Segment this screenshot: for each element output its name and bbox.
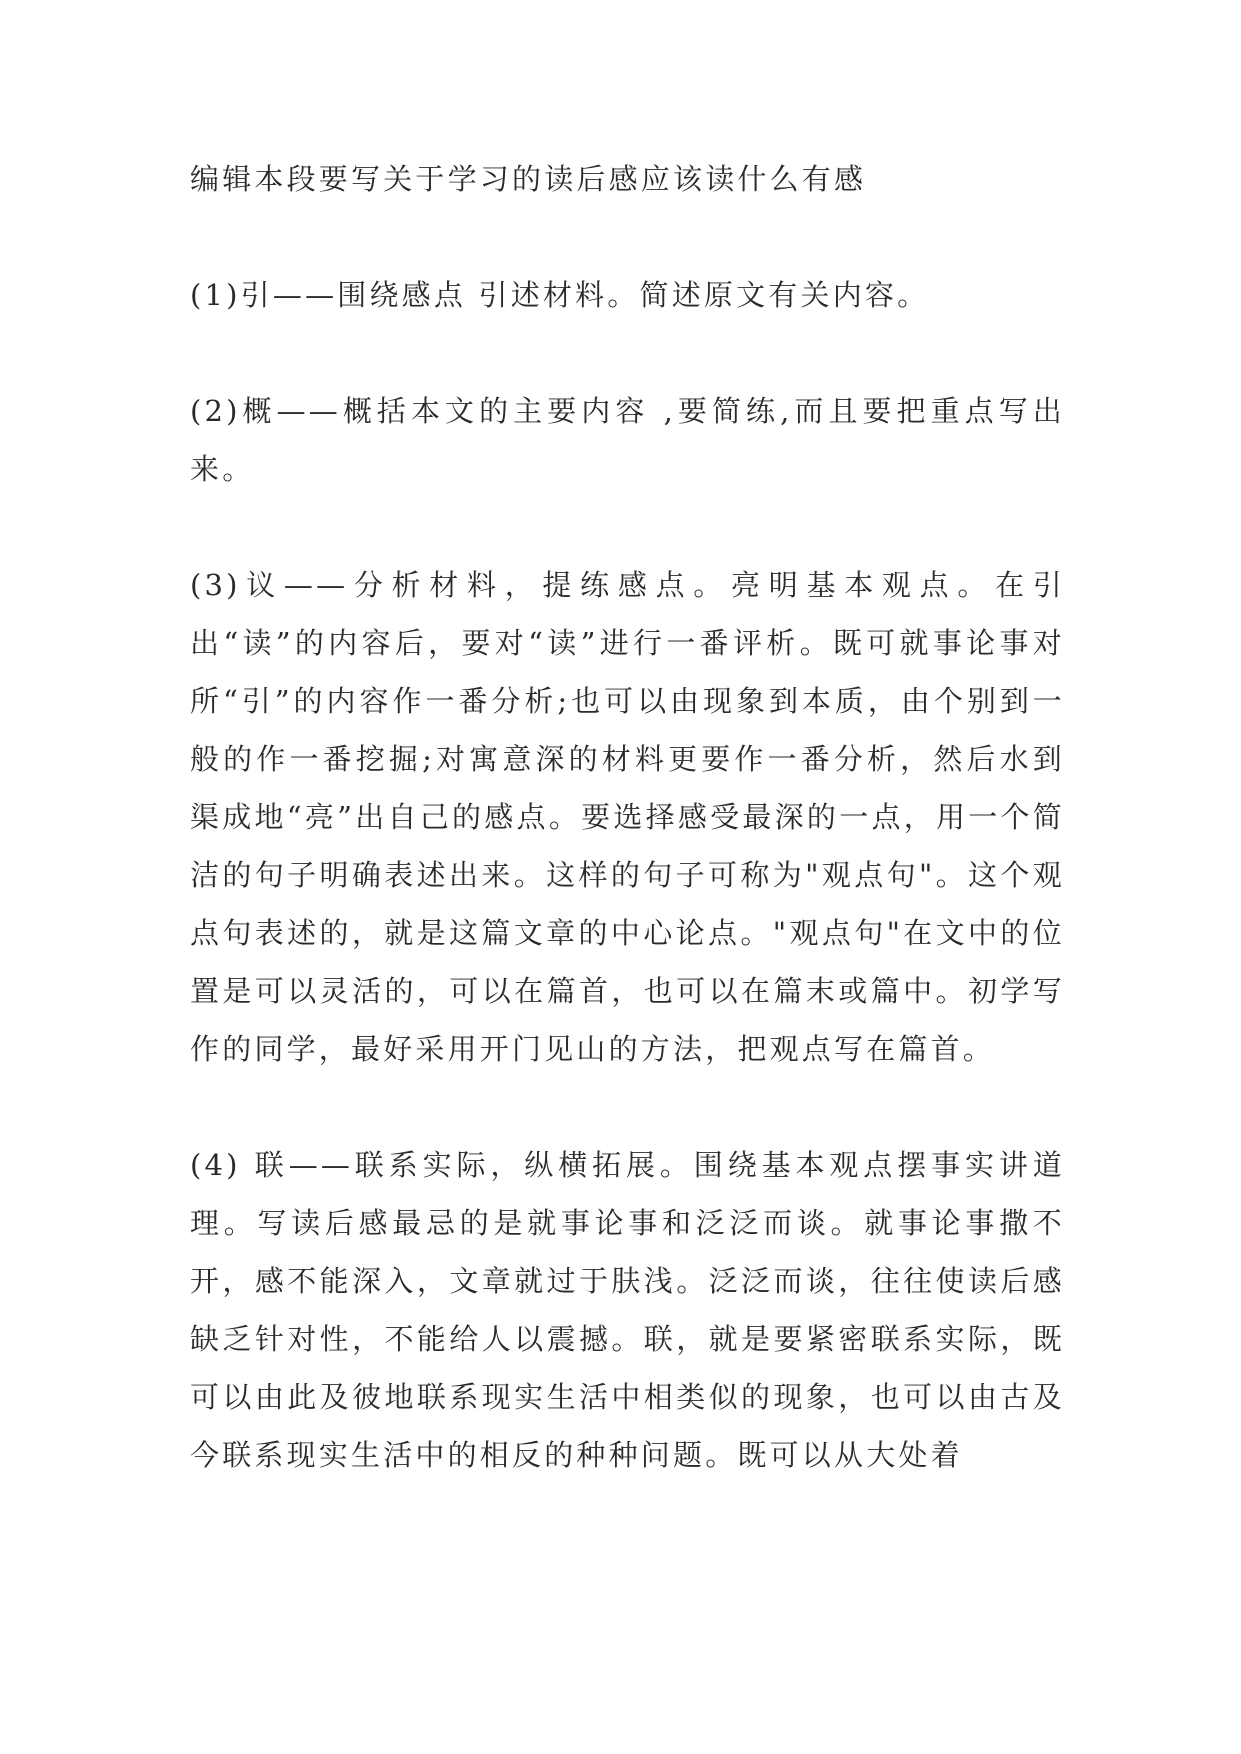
paragraph-intro-citation: (1)引——围绕感点 引述材料。简述原文有关内容。 bbox=[190, 278, 930, 312]
section-title: 编辑本段要写关于学习的读后感应该读什么有感 bbox=[190, 162, 867, 196]
paragraph-connection: (4) 联——联系实际，纵横拓展。围绕基本观点摆事实讲道理。写读后感最忌的是就事论事和泛泛而谈。就事论事撒不开，感不能深入，文章就过于肤浅。泛泛而谈，往往使读后感缺乏针对性，不能给人以震撼。联，就是要紧密联系实际，既可以由此及彼地联系现实生活中相类似的现象，也可以由古及今联系现实生活中的相反的种种问题。既可以从大处着 bbox=[190, 1148, 1065, 1472]
paragraph-analysis: (3)议——分析材料，提练感点。亮明基本观点。在引出“读”的内容后，要对“读”进行一番评析。既可就事论事对所“引”的内容作一番分析;也可以由现象到本质，由个别到一般的作一番挖掘;对寓意深的材料更要作一番分析，然后水到渠成地“亮”出自己的感点。要选择感受最深的一点，用一个简洁的句子明确表述出来。这样的句子可称为"观点句"。这个观点句表述的，就是这篇文章的中心论点。"观点句"在文中的位置是可以灵活的，可以在篇首，也可以在篇末或篇中。初学写作的同学，最好采用开门见山的方法，把观点写在篇首。 bbox=[190, 568, 1065, 1066]
paragraph-summary: (2)概——概括本文的主要内容 ,要简练,而且要把重点写出来。 bbox=[190, 394, 1065, 486]
document-body bbox=[190, 150, 1065, 1484]
